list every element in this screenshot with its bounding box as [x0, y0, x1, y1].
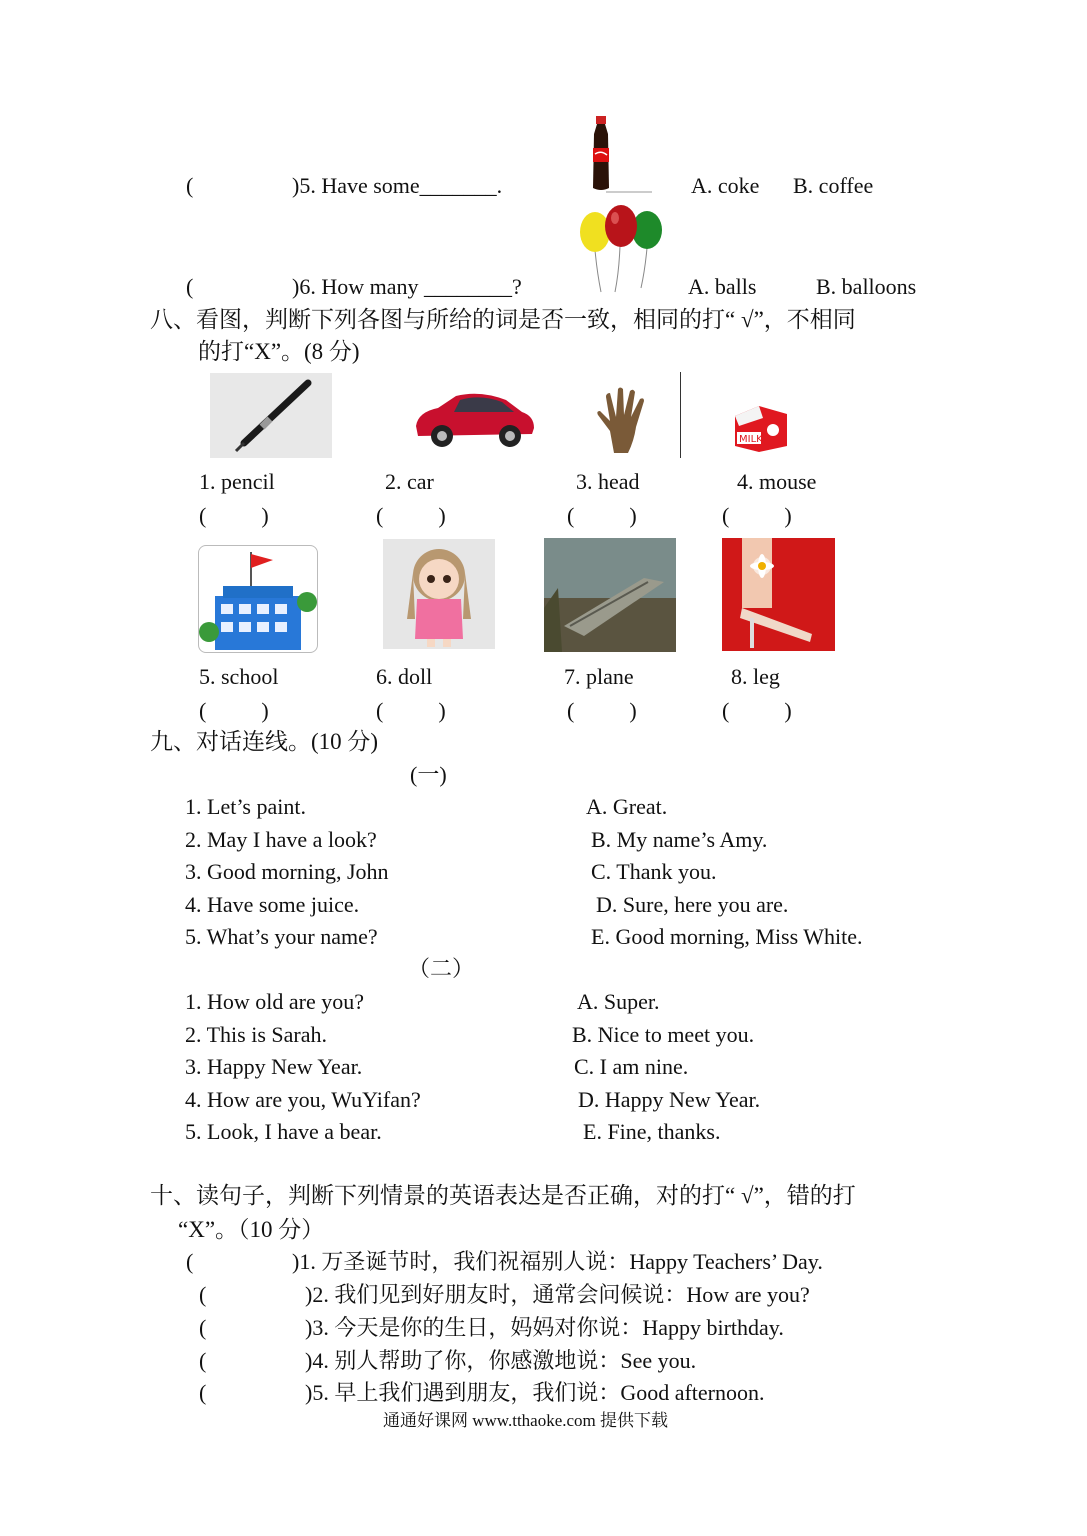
- s9-p2-left-5[interactable]: 5. Look, I have a bear.: [185, 1119, 382, 1144]
- s9-p1-right-c[interactable]: C. Thank you.: [591, 859, 717, 884]
- milk-carton-icon: [725, 400, 795, 455]
- divider-line: [680, 372, 681, 458]
- s10-paren-2[interactable]: (: [199, 1282, 207, 1307]
- s10-item-4: )4. 别人帮助了你，你感激地说：See you.: [305, 1348, 697, 1373]
- s9-p1-left-5[interactable]: 5. What’s your name?: [185, 924, 378, 949]
- svg-text:MILK: MILK: [739, 434, 763, 445]
- doll-icon: [383, 539, 495, 649]
- s9-p2-right-b[interactable]: B. Nice to meet you.: [572, 1022, 755, 1047]
- school-icon: [198, 545, 318, 653]
- section10-title: 十、读句子，判断下列情景的英语表达是否正确，对的打“ √”，错的打: [150, 1183, 856, 1208]
- s9-p2-left-4[interactable]: 4. How are you, WuYifan?: [185, 1087, 421, 1112]
- q6-question: )6. How many ________?: [292, 274, 522, 299]
- s10-paren-5[interactable]: (: [199, 1380, 207, 1405]
- s9-p2-left-3[interactable]: 3. Happy New Year.: [185, 1054, 363, 1079]
- section8-title-2: 的打“X”。(8 分): [198, 339, 360, 364]
- sandal-icon: [722, 538, 835, 651]
- s8-paren-8[interactable]: ( ): [722, 698, 792, 723]
- s9-p1-right-e[interactable]: E. Good morning, Miss White.: [591, 924, 863, 949]
- s10-paren-1[interactable]: (: [186, 1249, 194, 1274]
- s9-p1-right-a[interactable]: A. Great.: [586, 794, 668, 819]
- hand-icon: [592, 385, 662, 455]
- q5-question: )5. Have some_______.: [292, 173, 503, 198]
- q5-option-a: A. coke: [691, 173, 760, 198]
- q6-paren-open: (: [186, 274, 194, 299]
- s10-item-2: )2. 我们见到好朋友时，通常会问候说：How are you?: [305, 1282, 810, 1307]
- s8-label-7: 7. plane: [564, 664, 634, 689]
- s8-label-3: 3. head: [576, 469, 640, 494]
- s8-paren-7[interactable]: ( ): [567, 698, 637, 723]
- s9-p2-left-1[interactable]: 1. How old are you?: [185, 989, 365, 1014]
- s9-p2-right-a[interactable]: A. Super.: [577, 989, 660, 1014]
- s8-label-5: 5. school: [199, 664, 279, 689]
- cola-bottle-icon: [578, 112, 658, 194]
- s10-item-1: )1. 万圣诞节时，我们祝福别人说：Happy Teachers’ Day.: [292, 1249, 823, 1274]
- s9-p1-right-d[interactable]: D. Sure, here you are.: [596, 892, 789, 917]
- s8-paren-3[interactable]: ( ): [567, 503, 637, 528]
- section9-part2-title: （二）: [408, 956, 475, 981]
- section9-part1-title: (一): [410, 762, 447, 787]
- s10-item-3: )3. 今天是你的生日，妈妈对你说：Happy birthday.: [305, 1315, 784, 1340]
- s9-p2-right-d[interactable]: D. Happy New Year.: [578, 1087, 761, 1112]
- section10-title-2: “X”。（10 分）: [178, 1217, 325, 1242]
- s9-p1-left-4[interactable]: 4. Have some juice.: [185, 892, 360, 917]
- q6-option-b: B. balloons: [816, 274, 917, 299]
- s8-paren-2[interactable]: ( ): [376, 503, 446, 528]
- s9-p2-right-c[interactable]: C. I am nine.: [574, 1054, 689, 1079]
- s10-paren-3[interactable]: (: [199, 1315, 207, 1340]
- section8-title: 八、看图，判断下列各图与所给的词是否一致，相同的打“ √”，不相同: [150, 307, 856, 332]
- s9-p2-left-2[interactable]: 2. This is Sarah.: [185, 1022, 327, 1047]
- s8-label-8: 8. leg: [731, 664, 780, 689]
- s9-p2-right-e[interactable]: E. Fine, thanks.: [583, 1119, 721, 1144]
- balloons-icon: [575, 202, 667, 294]
- page-footer: 通通好课网 www.tthaoke.com 提供下载: [383, 1411, 669, 1430]
- s8-paren-6[interactable]: ( ): [376, 698, 446, 723]
- section9-title: 九、对话连线。(10 分): [150, 729, 379, 754]
- s8-label-1: 1. pencil: [199, 469, 275, 494]
- q6-option-a: A. balls: [688, 274, 757, 299]
- pen-icon: [210, 373, 332, 458]
- boat-icon: [544, 538, 676, 652]
- s8-paren-1[interactable]: ( ): [199, 503, 269, 528]
- s8-paren-5[interactable]: ( ): [199, 698, 269, 723]
- s10-item-5: )5. 早上我们遇到朋友，我们说：Good afternoon.: [305, 1380, 765, 1405]
- s9-p1-left-1[interactable]: 1. Let’s paint.: [185, 794, 306, 819]
- s9-p1-right-b[interactable]: B. My name’s Amy.: [591, 827, 768, 852]
- s10-paren-4[interactable]: (: [199, 1348, 207, 1373]
- q5-option-b: B. coffee: [793, 173, 874, 198]
- q5-paren-open: (: [186, 173, 194, 198]
- s8-label-4: 4. mouse: [737, 469, 817, 494]
- s8-label-6: 6. doll: [376, 664, 433, 689]
- s9-p1-left-2[interactable]: 2. May I have a look?: [185, 827, 377, 852]
- s9-p1-left-3[interactable]: 3. Good morning, John: [185, 859, 389, 884]
- s8-paren-4[interactable]: ( ): [722, 503, 792, 528]
- car-icon: [410, 378, 538, 454]
- s8-label-2: 2. car: [385, 469, 434, 494]
